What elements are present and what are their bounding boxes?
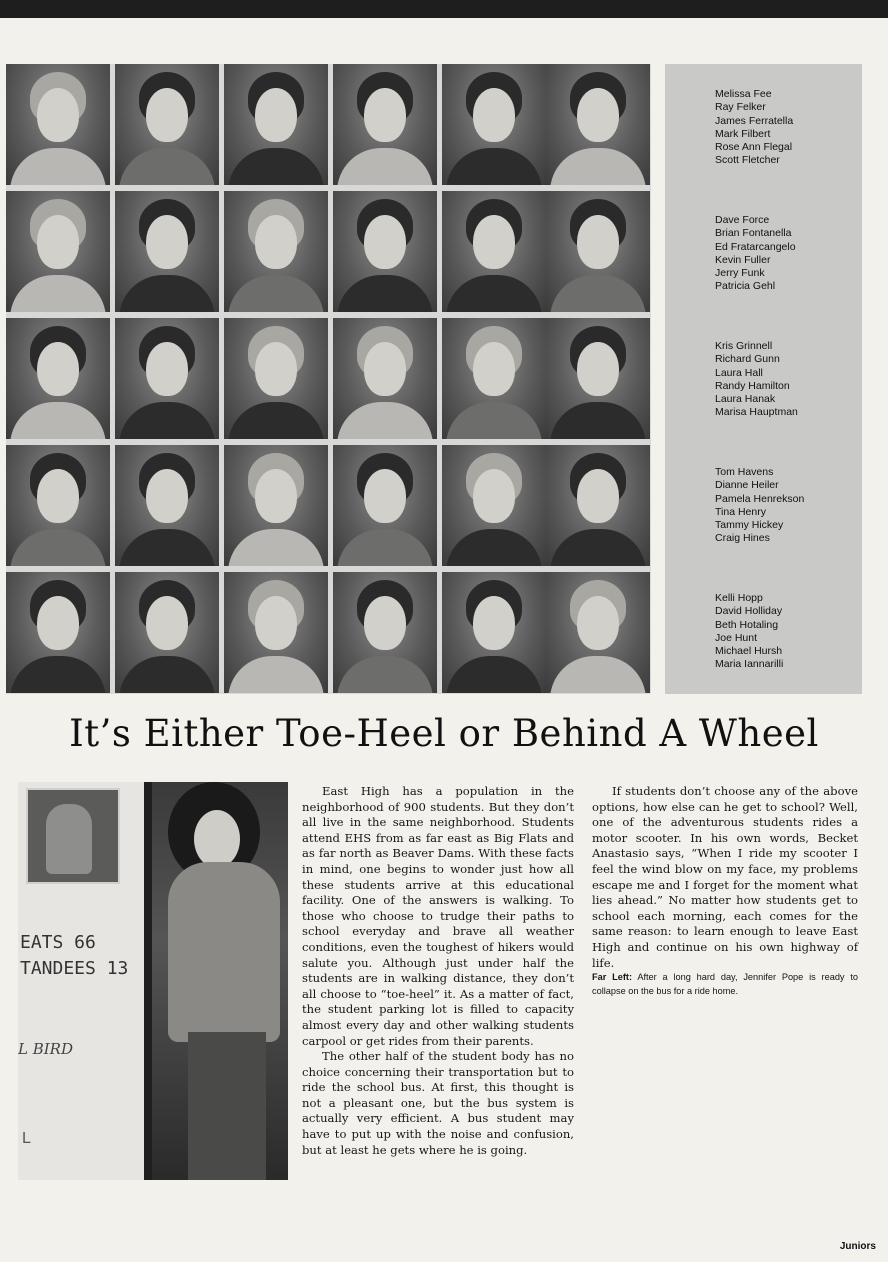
article-column-2 xyxy=(592,784,858,998)
student-name: Patricia Gehl xyxy=(715,280,776,293)
portrait-body xyxy=(446,148,542,185)
student-name: Michael Hursh xyxy=(715,645,783,658)
portrait-body xyxy=(119,148,215,185)
portrait-body xyxy=(228,656,324,693)
portrait-face xyxy=(364,596,406,650)
bus-door-frame xyxy=(144,782,152,1180)
portrait-face xyxy=(364,342,406,396)
student-portrait xyxy=(115,64,219,185)
student-name: Laura Hanak xyxy=(715,393,776,406)
headline: It’s Either Toe-Heel or Behind A Wheel xyxy=(69,712,819,755)
portrait-face xyxy=(255,215,297,269)
portrait-face xyxy=(473,596,515,650)
student-portrait xyxy=(6,445,110,566)
portrait-face xyxy=(146,596,188,650)
student-portrait xyxy=(115,572,219,693)
names-panel xyxy=(665,64,862,694)
student-portrait xyxy=(333,445,437,566)
student-portrait xyxy=(224,64,328,185)
name-group-row-2 xyxy=(715,214,796,294)
student-name: Joe Hunt xyxy=(715,631,758,644)
student-name: Jerry Funk xyxy=(715,267,765,280)
student-portrait xyxy=(6,572,110,693)
name-group-row-1 xyxy=(715,88,793,168)
article-paragraph: If students don’t choose any of the above options, how else can he get to school? Well, one of the adventurous students rides a motor scooter. In his own words, Becket Anastasio says, “When I ride my scooter I feel the wind blow on my face, my problems escape me and I forget for the moment what lies ahead.” No matter how students get to school each morning, each comes for the same reason: to learn enough to leave East High and continue on his own highway of life. xyxy=(592,784,858,970)
student-name: Richard Gunn xyxy=(715,353,780,366)
portrait-body xyxy=(119,402,215,439)
student-portrait xyxy=(442,445,546,566)
student-name: Ray Felker xyxy=(715,101,766,114)
portrait-body xyxy=(10,656,106,693)
article-paragraph: The other half of the student body has no choice concerning their transportation but to ride the school bus. At first, this thought is not a pleasant one, but the bus system is actually very efficient. A bus student may have to put up with the noise and confusion, but at least he gets where he is going. xyxy=(302,1049,574,1157)
bus-photo xyxy=(18,782,288,1180)
student-name: Kelli Hopp xyxy=(715,592,763,604)
portrait-face xyxy=(255,596,297,650)
student-name: Scott Fletcher xyxy=(715,154,780,167)
student-portrait xyxy=(6,191,110,312)
student-name: Tom Havens xyxy=(715,466,774,478)
student-portrait xyxy=(546,572,650,693)
student-name: James Ferratella xyxy=(715,114,794,127)
student-name: Craig Hines xyxy=(715,532,770,545)
student-name: Pamela Henrekson xyxy=(715,492,805,505)
bus-lower-mark: L xyxy=(22,1130,31,1147)
portrait-face xyxy=(473,88,515,142)
portrait-body xyxy=(550,529,646,566)
portrait-face xyxy=(37,215,79,269)
portrait-body xyxy=(446,402,542,439)
article-paragraph: East High has a population in the neighborhood of 900 students. But they don’t all live in the same neighborhood. Students attend EHS from as far east as Big Flats and as far north as Beaver Dams. With these facts in mind, one begins to wonder just how all these students arrive at this educational facility. One of the answers is walking. To those who choose to trudge their paths to school everyday and brave all weather conditions, even the toughest of hikers would salute you. Although just under half the students are in walking distance, they don’t all choose to “toe-heel” it. As a matter of fact, the student parking lot is filled to capacity almost every day and other walking students carpool or get rides from their parents. xyxy=(302,784,574,1048)
portrait-face xyxy=(577,88,619,142)
portrait-body xyxy=(10,148,106,185)
student-name: Dianne Heiler xyxy=(715,479,779,492)
student-name: Laura Hall xyxy=(715,366,763,379)
student-portrait xyxy=(224,318,328,439)
portrait-face xyxy=(473,342,515,396)
portrait-face xyxy=(37,596,79,650)
student-name: David Holliday xyxy=(715,605,783,618)
student-name: Brian Fontanella xyxy=(715,227,792,240)
portrait-body xyxy=(446,529,542,566)
name-group-row-3 xyxy=(715,340,798,420)
student-portrait xyxy=(333,572,437,693)
section-label: Juniors xyxy=(839,1241,876,1252)
portrait-body xyxy=(119,275,215,312)
student-name: Tammy Hickey xyxy=(715,519,784,532)
student-portrait xyxy=(115,191,219,312)
student-name: Kris Grinnell xyxy=(715,340,773,352)
student-portrait xyxy=(333,318,437,439)
portrait-body xyxy=(10,402,106,439)
student-name: Kevin Fuller xyxy=(715,253,771,266)
caption-lead: Far Left: xyxy=(592,972,633,983)
bus-sign-seats: EATS 66 xyxy=(20,932,96,953)
portrait-body xyxy=(337,148,433,185)
bus-logo-text: L BIRD xyxy=(18,1040,73,1058)
portrait-body xyxy=(10,275,106,312)
student-sweater xyxy=(168,862,280,1042)
student-portrait xyxy=(442,318,546,439)
student-name: Maria Iannarilli xyxy=(715,658,784,671)
student-name: Rose Ann Flegal xyxy=(715,141,793,154)
portrait-body xyxy=(228,148,324,185)
page-top-edge xyxy=(0,0,888,18)
student-name: Marisa Hauptman xyxy=(715,406,798,419)
portrait-face xyxy=(364,215,406,269)
student-name: Tina Henry xyxy=(715,505,766,518)
portrait-body xyxy=(119,656,215,693)
portrait-body xyxy=(337,402,433,439)
portrait-body xyxy=(550,275,646,312)
portrait-face xyxy=(255,342,297,396)
portrait-body xyxy=(228,402,324,439)
portrait-face xyxy=(37,342,79,396)
photo-caption xyxy=(592,971,858,998)
student-portrait xyxy=(6,64,110,185)
portrait-face xyxy=(364,469,406,523)
caption-text: After a long hard day, Jennifer Pope is ready to collapse on the bus for a ride home. xyxy=(592,972,858,996)
article-column-1 xyxy=(302,784,574,1158)
portrait-face xyxy=(37,469,79,523)
student-portrait xyxy=(224,445,328,566)
student-portrait xyxy=(115,318,219,439)
portrait-body xyxy=(337,529,433,566)
portrait-body xyxy=(550,656,646,693)
portrait-face xyxy=(577,469,619,523)
student-portrait xyxy=(333,191,437,312)
portrait-face xyxy=(473,215,515,269)
portrait-face xyxy=(37,88,79,142)
portrait-body xyxy=(446,275,542,312)
portrait-body xyxy=(10,529,106,566)
student-portrait xyxy=(546,191,650,312)
student-portrait xyxy=(546,445,650,566)
student-portrait xyxy=(546,64,650,185)
portrait-grid xyxy=(6,64,651,694)
portrait-face xyxy=(364,88,406,142)
portrait-face xyxy=(577,342,619,396)
portrait-face xyxy=(255,88,297,142)
portrait-face xyxy=(146,88,188,142)
portrait-face xyxy=(146,342,188,396)
portrait-body xyxy=(337,656,433,693)
student-name: Mark Filbert xyxy=(715,127,771,140)
student-portrait xyxy=(442,572,546,693)
name-group-row-5 xyxy=(715,592,783,672)
portrait-body xyxy=(119,529,215,566)
portrait-face xyxy=(473,469,515,523)
student-name: Randy Hamilton xyxy=(715,379,790,392)
student-portrait xyxy=(442,191,546,312)
bus-capacity-sign xyxy=(20,930,128,982)
student-jeans xyxy=(188,1032,266,1180)
portrait-body xyxy=(446,656,542,693)
student-name: Dave Force xyxy=(715,214,770,226)
portrait-body xyxy=(337,275,433,312)
student-portrait xyxy=(333,64,437,185)
portrait-body xyxy=(550,148,646,185)
portrait-body xyxy=(228,529,324,566)
portrait-face xyxy=(577,596,619,650)
student-name: Ed Fratarcangelo xyxy=(715,240,796,253)
student-portrait xyxy=(546,318,650,439)
student-portrait xyxy=(224,572,328,693)
student-portrait xyxy=(442,64,546,185)
student-face xyxy=(194,810,240,868)
portrait-body xyxy=(550,402,646,439)
student-portrait xyxy=(115,445,219,566)
bus-seat xyxy=(46,804,92,874)
student-portrait xyxy=(224,191,328,312)
portrait-face xyxy=(146,469,188,523)
student-name: Beth Hotaling xyxy=(715,618,779,631)
portrait-face xyxy=(577,215,619,269)
portrait-body xyxy=(228,275,324,312)
portrait-face xyxy=(146,215,188,269)
bus-sign-standees: TANDEES 13 xyxy=(20,958,129,979)
name-group-row-4 xyxy=(715,466,804,546)
student-portrait xyxy=(6,318,110,439)
portrait-face xyxy=(255,469,297,523)
student-name: Melissa Fee xyxy=(715,88,772,100)
